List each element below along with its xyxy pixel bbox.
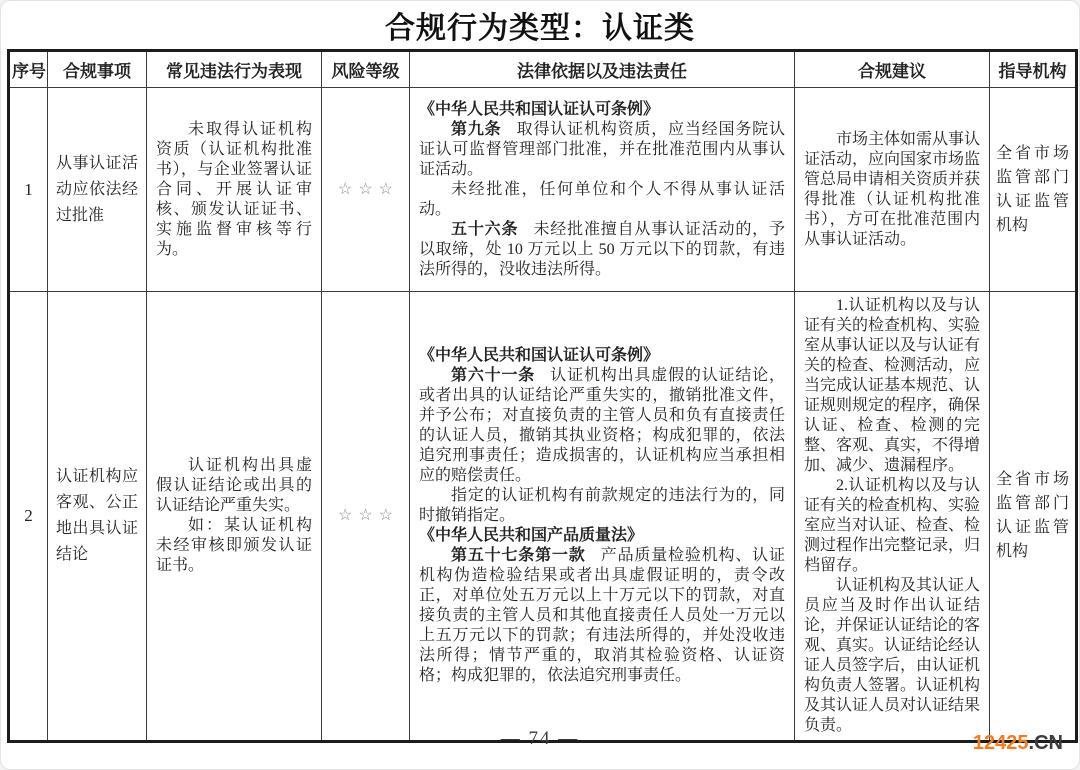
- advice-paragraph: 市场主体如需从事认证活动，应向国家市场监管总局申请相关资质并获得批准（认证机构批准书），方可在批准范围内从事认证活动。: [804, 130, 981, 248]
- watermark-suffix: .CN: [1028, 732, 1063, 754]
- table-header: [9, 51, 1077, 88]
- legal-paragraph: 《中华人民共和国产品质量法》: [419, 527, 644, 544]
- header-agency: 指导机构: [990, 51, 1077, 88]
- header-behavior: 常见违法行为表现: [147, 51, 322, 88]
- legal-paragraph: [419, 120, 785, 180]
- page-number: — 74 —: [500, 728, 580, 749]
- header-index: 序号: [9, 51, 48, 88]
- advice-paragraph: 1.认证机构以及与认证有关的检查机构、实验室从事认证以及与认证有关的检查、检测活动，应当完成认证基本规范、认证规则规定的程序，确保认证、检查、检测的完整、客观、真实，不得增加、减少、遗漏程序。: [804, 297, 981, 474]
- legal-paragraph: 《中华人民共和国认证认可条例》: [419, 100, 660, 118]
- advice-paragraph: 2.认证机构以及与认证有关的检查机构、实验室应当对认证、检查、检测过程作出完整记录，归档留存。: [804, 477, 981, 574]
- cell-legal: [410, 88, 795, 292]
- agency-text: 全省市场监管部门认证监管机构: [996, 471, 1069, 560]
- behavior-paragraph: 认证机构出具虚假认证结论或出具的认证结论严重失实。: [156, 457, 312, 514]
- cell-legal: [410, 292, 795, 742]
- cell-behavior: [147, 88, 322, 292]
- header-row: [9, 51, 1077, 88]
- cell-index: 1: [9, 88, 48, 292]
- legal-paragraph: [419, 546, 785, 686]
- watermark-number: 12425: [972, 732, 1029, 754]
- cell-agency: [990, 292, 1077, 742]
- header-matter: 合规事项: [48, 51, 147, 88]
- header-risk: 风险等级: [322, 51, 410, 88]
- legal-paragraph: 《中华人民共和国认证认可条例》: [419, 347, 660, 364]
- cell-matter: [48, 292, 147, 742]
- legal-article-text: 取得认证机构资质，应当经国务院认证认可监督管理部门批准，并在批准范围内从事认证活动。: [419, 120, 785, 178]
- cell-risk-stars: ☆☆☆: [322, 292, 410, 742]
- cell-risk-stars: ☆☆☆: [322, 88, 410, 292]
- cell-matter: [48, 88, 147, 292]
- legal-article-text: 未经批准擅自从事认证活动的，予以取缔，处 10 万元以上 50 万元以下的罚款，有违法所得的，没收违法所得。: [419, 220, 785, 278]
- cell-behavior: [147, 292, 322, 742]
- table-body: [9, 88, 1077, 742]
- watermark: [973, 732, 1063, 755]
- cell-index: 2: [9, 292, 48, 742]
- cell-advice: [795, 88, 990, 292]
- compliance-table: [7, 49, 1078, 743]
- cell-agency: [990, 88, 1077, 292]
- behavior-paragraph: 未取得认证机构资质（认证机构批准书），与企业签署认证合同、开展认证审核、颁发认证证书、实施监督审核等行为。: [156, 120, 312, 258]
- legal-paragraph: [419, 220, 785, 280]
- page-title: 合规行为类型：认证类: [385, 12, 695, 45]
- advice-paragraph: 认证机构及其认证人员应当及时作出认证结论，并保证认证结论的客观、真实。认证结论经认证人员签字后，由认证机构负责人签署。认证机构及其认证人员对认证结果负责。: [804, 577, 981, 734]
- table-row: [9, 88, 1077, 292]
- legal-article-label: 第六十一条: [451, 367, 536, 384]
- legal-article-label: 第五十七条第一款: [451, 547, 586, 564]
- matter-text: 从事认证活动应依法经过批准: [56, 154, 138, 224]
- legal-article-label: 第九条: [451, 120, 502, 138]
- header-legal: 法律依据以及违法责任: [410, 51, 795, 88]
- header-advice: 合规建议: [795, 51, 990, 88]
- legal-article-text: 产品质量检验机构、认证机构伪造检验结果或者出具虚假证明的，责令改正，对单位处五万元以上十万元以下的罚款，对直接负责的主管人员和其他直接责任人员处一万元以上五万元以下的罚款；有违法所得的，并处没收违法所得；情节严重的，取消其检验资格、认证资格；构成犯罪的，依法追究刑事责任。: [419, 547, 785, 684]
- behavior-paragraph: 如：某认证机构未经审核即颁发认证证书。: [156, 517, 312, 574]
- legal-paragraph: 指定的认证机构有前款规定的违法行为的，同时撤销指定。: [419, 487, 785, 524]
- legal-paragraph: [419, 366, 785, 486]
- legal-article-label: 五十六条: [451, 220, 519, 238]
- cell-advice: [795, 292, 990, 742]
- legal-paragraph: 未经批准，任何单位和个人不得从事认证活动。: [419, 180, 785, 218]
- matter-text: 认证机构应客观、公正地出具认证结论: [56, 468, 138, 563]
- agency-text: 全省市场监管部门认证监管机构: [996, 144, 1069, 234]
- legal-article-text: 认证机构出具虚假的认证结论，或者出具的认证结论严重失实的，撤销批准文件，并予公布；对直接负责的主管人员和负有直接责任的认证人员，撤销其执业资格；构成犯罪的，依法追究刑事责任；造成损害的，认证机构应当承担相应的赔偿责任。: [419, 367, 785, 484]
- table-row: [9, 292, 1077, 742]
